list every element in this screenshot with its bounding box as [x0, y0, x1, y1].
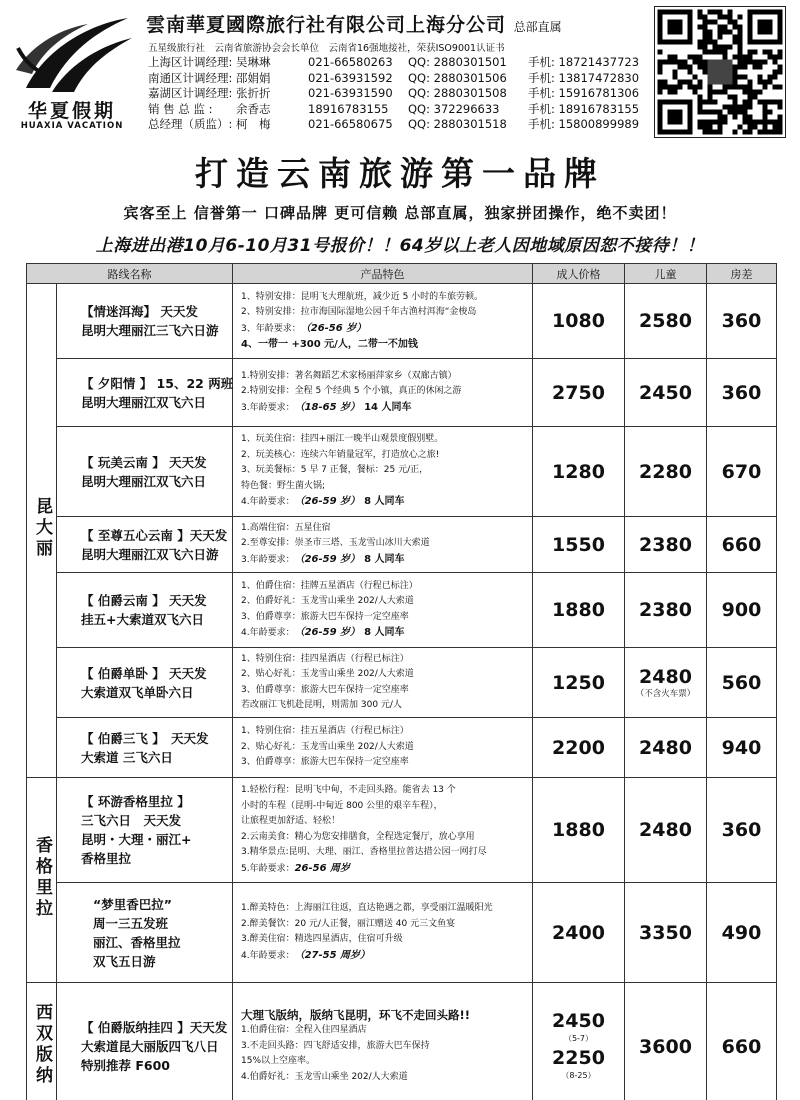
route-name: [57, 359, 233, 427]
child-price: 2280: [625, 427, 707, 517]
contact-phone: 021-63931590: [308, 86, 393, 101]
column-header-child-price: 儿童: [625, 264, 707, 284]
adult-price-cell: [533, 983, 625, 1100]
room-diff: 360: [707, 284, 777, 359]
feature-line: 2、贴心好礼：玉龙雪山乘坐 202/人大索道: [241, 741, 414, 752]
route-line: 双飞五日游: [93, 953, 156, 969]
adult-price: 1550: [533, 517, 625, 573]
route-features: [233, 648, 533, 718]
feature-line: 让旅程更加舒适、轻松！: [241, 816, 341, 826]
headline: 打造云南旅游第一品牌: [195, 154, 605, 193]
feature-text: 4.年龄要求：: [241, 628, 295, 638]
adult-price: 2400: [533, 883, 625, 983]
feature-line: [241, 861, 528, 878]
adult-price: 1250: [533, 648, 625, 718]
group-size: 14 人同车: [364, 401, 412, 413]
age-requirement: 26-56 周岁: [294, 862, 351, 874]
feature-text: 3.年龄要求：: [241, 554, 295, 565]
feature-line: 2.云南美食：精心为您安排膳食，全程选定餐厅，放心享用: [241, 831, 475, 842]
child-price-note: （不含火车票）: [635, 688, 696, 699]
adult-price: 1880: [533, 778, 625, 883]
route-features: [233, 718, 533, 778]
contact-mobile: 手机: 15800899989: [528, 117, 640, 132]
route-line: “梦里香巴拉”: [93, 896, 172, 912]
contact-role: 嘉湖区计调经理:: [148, 86, 233, 101]
route-line: 昆明大理丽江三飞六日游: [81, 323, 219, 338]
child-price: 3350: [625, 883, 707, 983]
adult-price: 1880: [533, 573, 625, 648]
child-price: 2380: [625, 573, 707, 648]
feature-line: 小时的车程（昆明-中甸近 800 公里的艰辛车程），: [241, 800, 443, 811]
route-line: 【 夕阳情 】 15、22 两班: [81, 375, 234, 391]
route-line: 挂五+大索道双飞六日: [81, 612, 204, 627]
contact-name: 柯 梅: [236, 117, 271, 132]
feature-line: [241, 321, 528, 338]
feature-line: 3.不走回头路：四飞舒适安排，旅游大巴车保持: [241, 1040, 430, 1051]
contact-name: 张折折: [236, 86, 271, 101]
contact-qq: QQ: 2880301501: [408, 55, 507, 69]
route-name: [57, 517, 233, 573]
feature-line: 1、特别安排：昆明飞大理航班，减少近 5 小时的车旅劳顿。: [241, 291, 484, 302]
company-tagline: 五星级旅行社 云南省旅游协会会长单位 云南省16强地接社，荣获ISO9001认证书: [148, 43, 505, 54]
age-requirement: （26-56 岁）: [300, 322, 367, 334]
child-price: 2580: [625, 284, 707, 359]
contact-qq: QQ: 2880301508: [408, 86, 507, 101]
route-line: 【 伯爵单卧 】 天天发: [81, 665, 207, 681]
route-line: 周一三五发班: [93, 915, 169, 931]
route-line: 三飞六日 天天发: [81, 813, 182, 828]
feature-line: 1.特别安排：著名舞蹈艺术家杨丽萍家乡（双廊古镇）: [241, 370, 457, 381]
feature-line: 3、伯爵尊享：旅游大巴车保持一定空座率: [241, 684, 409, 695]
route-line: 【情迷洱海】 天天发: [81, 304, 198, 319]
table-row: [27, 648, 777, 718]
route-features: [233, 284, 533, 359]
table-header-row: [27, 264, 777, 284]
contact-name: 余香志: [236, 101, 271, 116]
feature-text: 4.年龄要求：: [241, 497, 295, 508]
route-line: 【 至尊五心云南 】天天发: [81, 527, 228, 543]
feature-line: 3、伯爵尊享：旅游大巴车保持一定空座率: [241, 611, 409, 622]
feature-text: 3.年龄要求：: [241, 402, 295, 413]
adult-price-alt-note: （8-25）: [561, 1070, 596, 1080]
feature-line: 1、特别住宿：挂五星酒店（行程已标注）: [241, 726, 409, 737]
logo-wing-icon: [8, 8, 136, 103]
feature-line: 1、伯爵住宿：挂牌五星酒店（行程已标注）: [241, 580, 418, 591]
company-name-text: 雲南華夏國際旅行社有限公司上海分公司: [146, 14, 507, 36]
table-row: [27, 983, 777, 1100]
route-features: [233, 359, 533, 427]
contact-qq: QQ: 2880301506: [408, 70, 507, 85]
route-line: 【 环游香格里拉 】: [81, 794, 190, 809]
table-row: [27, 517, 777, 573]
adult-price-note: （5-7）: [563, 1033, 594, 1043]
adult-price-alt: 2250: [552, 1046, 605, 1069]
contact-name: 吴琳琳: [236, 55, 271, 69]
feature-line: 1、特别住宿：挂四星酒店（行程已标注）: [241, 653, 409, 664]
contact-role: 销 售 总 监 :: [148, 101, 213, 116]
room-diff: 560: [707, 648, 777, 718]
feature-line: 1.轻松行程：昆明飞中甸，不走回头路。能省去 13 个: [241, 785, 456, 795]
feature-line: 4、一带一 +300 元/人，二带一不加钱: [241, 339, 418, 350]
feature-text: 4.年龄要求：: [241, 950, 295, 961]
feature-line: 特色餐：野生菌火锅;: [241, 480, 326, 491]
route-features: [233, 573, 533, 648]
region-label: 昆大丽: [32, 497, 52, 560]
feature-line: 1.醉美特色：上海丽江往返，直达艳遇之都，享受丽江温暖阳光: [241, 903, 493, 913]
room-diff: 660: [707, 517, 777, 573]
feature-line: 3.醉美住宿：精选四星酒店，住宿可升级: [241, 934, 403, 944]
route-features: [233, 983, 533, 1100]
route-line: 昆明大理丽江双飞六日游: [81, 546, 219, 562]
feature-line: 2、特别安排：拉市海国际湿地公园千年古渔村洱海“金梭岛: [241, 307, 477, 317]
feature-line: 3.精华景点:昆明、大理、丽江、香格里拉普达措公园一网打尽: [241, 847, 487, 857]
route-features: [233, 427, 533, 517]
contact-role: 上海区计调经理:: [148, 55, 233, 69]
age-requirement: （18-65 岁）: [294, 401, 356, 413]
child-price: 2380: [625, 517, 707, 573]
feature-line: [241, 494, 528, 511]
route-name: [57, 983, 233, 1100]
age-requirement: （26-59 岁）: [294, 627, 356, 638]
route-line: 香格里拉: [81, 851, 132, 866]
route-features: [233, 778, 533, 883]
route-line: 大索道双飞单卧六日: [81, 684, 194, 700]
feature-line: 15%以上空座率。: [241, 1056, 316, 1067]
route-line: 【 伯爵版纳挂四 】天天发: [81, 1020, 228, 1035]
table-row: [27, 883, 777, 983]
child-price: 2480: [625, 718, 707, 778]
feature-line: 2.至尊安排：崇圣市三塔、玉龙雪山冰川大索道: [241, 538, 430, 549]
contact-phone: 021-63931592: [308, 70, 393, 85]
feature-line: 大理飞版纳，版纳飞昆明，环飞不走回头路!!: [241, 1007, 470, 1022]
contact-mobile: 手机: 18916783155: [528, 101, 640, 116]
child-price: 2480: [639, 665, 692, 688]
adult-price: 2200: [533, 718, 625, 778]
adult-price: 1080: [533, 284, 625, 359]
age-requirement: （26-59 岁）: [294, 553, 356, 565]
column-header-room-diff: 房差: [707, 264, 777, 284]
route-line: 特别推荐 F600: [81, 1058, 170, 1073]
region-label: 西双版纳: [32, 1002, 52, 1087]
room-diff: 360: [707, 778, 777, 883]
logo-cn-text: 华夏假期: [27, 100, 116, 122]
room-diff: 490: [707, 883, 777, 983]
subline: 宾客至上 信誉第一 口碑品牌 更可信赖 总部直属，独家拼团操作，绝不卖团！: [123, 204, 677, 222]
route-line: 丽江、香格里拉: [93, 934, 181, 950]
feature-line: 1.伯爵住宿：全程入住四星酒店: [241, 1025, 367, 1036]
feature-line: 2、贴心好礼：玉龙雪山乘坐 202/人大索道: [241, 669, 414, 679]
route-line: 大索道昆大丽版四飞八日: [81, 1039, 219, 1054]
route-line: 【 玩美云南 】 天天发: [81, 454, 207, 470]
contact-phone: 021-66580263: [308, 55, 393, 69]
room-diff: 660: [707, 983, 777, 1100]
route-name: [57, 883, 233, 983]
feature-line: 2、伯爵好礼：玉龙雪山乘坐 202/人大索道: [241, 596, 414, 606]
feature-line: 若改丽江飞机赴昆明，则需加 300 元/人: [241, 700, 402, 710]
route-name: [57, 648, 233, 718]
contact-qq: QQ: 2880301518: [408, 117, 507, 132]
column-header-route: 路线名称: [27, 264, 233, 284]
table-row: [27, 573, 777, 648]
table-row: [27, 718, 777, 778]
route-name: [57, 427, 233, 517]
feature-line: 4.伯爵好礼：玉龙雪山乘坐 202/人大索道: [241, 1071, 408, 1082]
room-diff: 900: [707, 573, 777, 648]
route-features: [233, 517, 533, 573]
contact-name: 邵娟娟: [236, 70, 271, 85]
contact-mobile: 手机: 18721437723: [528, 55, 640, 69]
contact-mobile: 手机: 15916781306: [528, 86, 640, 101]
group-size: 8 人同车: [364, 553, 405, 565]
route-line: 【 伯爵三飞 】 天天发: [81, 730, 209, 746]
feature-line: 2.特别安排：全程 5 个经典 5 个小镇，真正的休闲之游: [241, 386, 462, 397]
route-name: [57, 778, 233, 883]
route-features: [233, 883, 533, 983]
header: [0, 0, 800, 145]
region-cell: [27, 778, 57, 983]
region-label: 香格里拉: [32, 836, 52, 920]
qr-code[interactable]: [654, 6, 786, 138]
route-line: 昆明大理丽江双飞六日: [81, 394, 207, 410]
child-price: 2450: [625, 359, 707, 427]
column-header-features: 产品特色: [233, 264, 533, 284]
child-price: 3600: [625, 983, 707, 1100]
qr-code-icon: [655, 7, 785, 137]
table-row: [27, 427, 777, 517]
group-size: 8 人同车: [364, 496, 405, 508]
contact-qq: QQ: 372296633: [408, 101, 500, 116]
room-diff: 360: [707, 359, 777, 427]
feature-line: 2.醉美餐饮：20 元/人正餐，丽江赠送 40 元三文鱼宴: [241, 918, 456, 929]
feature-line: [241, 625, 528, 642]
route-line: 昆明・大理・丽江+: [81, 832, 192, 847]
contact-phone: 18916783155: [308, 101, 389, 116]
feature-line: 1.高端住宿：五星住宿: [241, 522, 331, 533]
feature-line: 2、玩美核心：连续六年销量冠军，打造放心之旅!: [241, 449, 440, 460]
logo-en-text: HUAXIA VACATION: [20, 121, 124, 131]
child-price-cell: [625, 648, 707, 718]
room-diff: 670: [707, 427, 777, 517]
feature-line: 1、玩美住宿：挂四+丽江一晚半山观景度假别墅。: [241, 434, 444, 445]
feature-line: 3、伯爵尊享：旅游大巴车保持一定空座率: [241, 757, 409, 768]
adult-price: 2750: [533, 359, 625, 427]
region-cell: [27, 284, 57, 778]
contact-role: 总经理（质监）:: [148, 117, 233, 132]
region-cell: [27, 983, 57, 1100]
feature-line: [241, 948, 528, 965]
price-table: [26, 263, 777, 1100]
child-price: 2480: [625, 778, 707, 883]
route-line: 昆明大理丽江双飞六日: [81, 473, 207, 489]
route-name: [57, 718, 233, 778]
column-header-adult-price: 成人价格: [533, 264, 625, 284]
adult-price: 2450: [552, 1009, 605, 1032]
contact-role: 南通区计调经理:: [148, 70, 233, 85]
contact-phone: 021-66580675: [308, 117, 393, 132]
room-diff: 940: [707, 718, 777, 778]
adult-price: 1280: [533, 427, 625, 517]
company-name: [146, 10, 562, 37]
route-name: [57, 573, 233, 648]
departure-notice: 上海进出港10月6-10月31号报价！！64岁以上老人因地域原因恕不接待！！: [95, 236, 705, 256]
table-row: [27, 359, 777, 427]
route-name: [57, 284, 233, 359]
route-line: 大索道 三飞六日: [81, 749, 173, 765]
age-requirement: （27-55 周岁）: [294, 949, 371, 961]
feature-line: [241, 400, 528, 417]
route-line: 【 伯爵云南 】 天天发: [81, 593, 207, 608]
feature-text: 5.年龄要求：: [241, 863, 295, 874]
feature-text: 3、年龄要求：: [241, 323, 301, 334]
table-row: [27, 284, 777, 359]
age-requirement: （26-59 岁）: [294, 496, 356, 508]
group-size: 8 人同车: [364, 627, 405, 638]
table-row: [27, 778, 777, 883]
feature-line: [241, 552, 528, 569]
contact-mobile: 手机: 13817472830: [528, 70, 640, 85]
feature-line: 3、玩美餐标：5 早 7 正餐，餐标：25 元/正，: [241, 465, 429, 476]
company-suffix: 总部直属: [513, 20, 562, 34]
